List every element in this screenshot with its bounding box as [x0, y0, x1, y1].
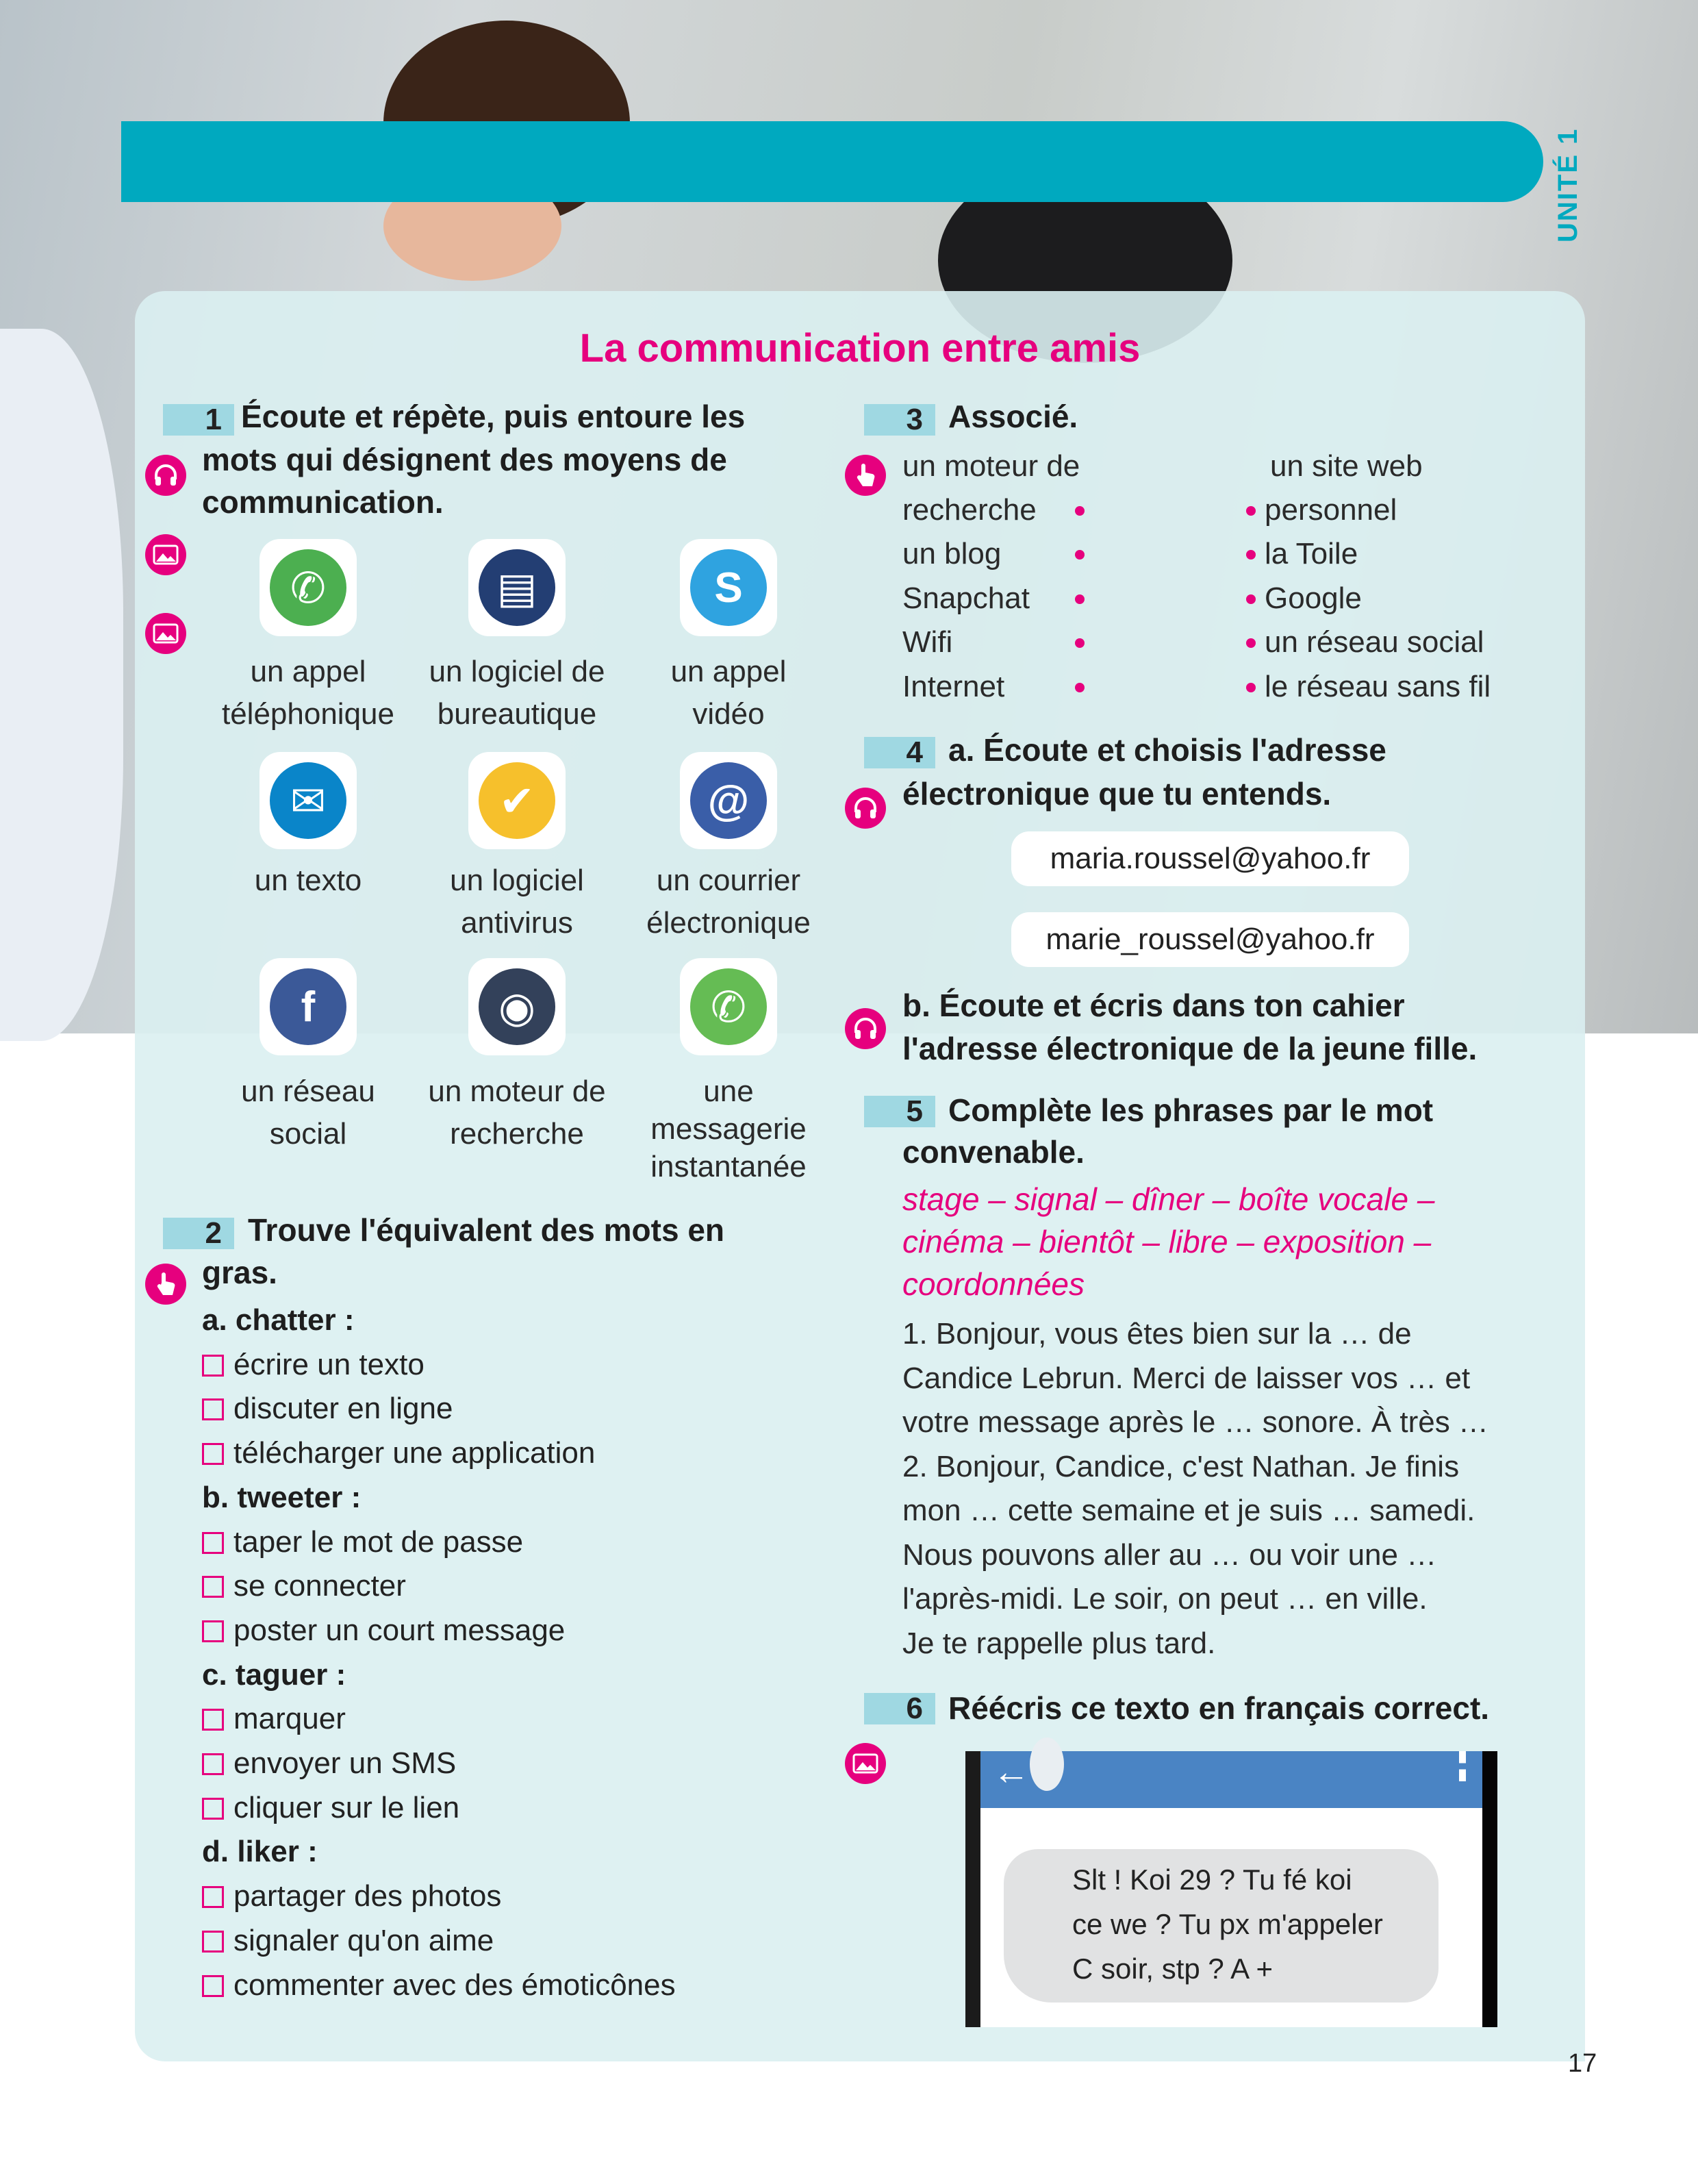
ex1-instruction-line: communication. — [202, 484, 444, 520]
match-left-item: Internet — [902, 670, 1005, 703]
question-label: b. tweeter : — [202, 1480, 362, 1514]
exercise-number: 5 — [864, 1096, 935, 1127]
ex3-instruction: Associé. — [948, 399, 1078, 434]
image-icon — [145, 534, 186, 575]
exercise-text-line: Je te rappelle plus tard. — [902, 1626, 1216, 1660]
checkbox-option[interactable] — [202, 1786, 459, 1830]
match-dot-right[interactable] — [1246, 550, 1256, 560]
app-tile[interactable] — [259, 958, 357, 1055]
option-label: se connecter — [233, 1569, 406, 1603]
app-tile[interactable] — [259, 539, 357, 636]
checkbox-option[interactable] — [202, 1874, 501, 1918]
app-tile[interactable] — [468, 539, 566, 636]
app-label: électronique — [646, 906, 811, 940]
word-bank-line: stage – signal – dîner – boîte vocale – — [902, 1181, 1435, 1217]
app-label: un courrier — [656, 864, 801, 897]
match-left-item: Snapchat — [902, 581, 1030, 615]
checkbox[interactable] — [202, 1709, 224, 1731]
app-tile[interactable] — [468, 752, 566, 849]
app-label: bureautique — [437, 697, 597, 731]
word-bank-line: coordonnées — [902, 1266, 1085, 1302]
match-dot-left[interactable] — [1075, 506, 1085, 516]
image-icon — [145, 613, 186, 654]
option-label: poster un court message — [233, 1613, 566, 1647]
app-tile[interactable] — [468, 958, 566, 1055]
sms-text-line: ce we ? Tu px m'appeler — [1072, 1908, 1383, 1940]
app-label: un appel — [670, 655, 787, 688]
checkbox-option[interactable] — [202, 1387, 453, 1431]
ex2-instruction-line: Trouve l'équivalent des mots en — [248, 1212, 725, 1248]
phone-header-bar — [980, 1751, 1482, 1808]
email-at-icon: @ — [690, 762, 767, 839]
headset-icon — [845, 788, 886, 829]
ex1-instruction-line: Écoute et répète, puis entoure les — [241, 399, 746, 434]
app-label: antivirus — [461, 906, 573, 940]
match-right-item: le réseau sans fil — [1265, 670, 1491, 703]
match-left-item: Wifi — [902, 625, 953, 659]
match-dot-left[interactable] — [1075, 683, 1085, 692]
page-title: La communication entre amis — [579, 326, 1141, 371]
skype-icon: S — [690, 549, 767, 626]
option-label: taper le mot de passe — [233, 1524, 524, 1559]
app-label: téléphonique — [221, 697, 394, 731]
match-dot-left[interactable] — [1075, 638, 1085, 648]
sms-text-line: C soir, stp ? A + — [1072, 1953, 1273, 1985]
match-dot-left[interactable] — [1075, 550, 1085, 560]
match-left-item: un blog — [902, 537, 1002, 570]
checkbox-option[interactable] — [202, 1742, 456, 1785]
checkbox[interactable] — [202, 1931, 224, 1953]
checkbox[interactable] — [202, 1576, 224, 1598]
checkbox-option[interactable] — [202, 1431, 595, 1475]
checkbox-option[interactable] — [202, 1697, 346, 1741]
email-option[interactable]: marie_roussel@yahoo.fr — [1011, 912, 1409, 967]
question-label: d. liker : — [202, 1835, 318, 1869]
checkbox-option[interactable] — [202, 1919, 494, 1963]
app-label: un texto — [254, 864, 362, 897]
match-dot-right[interactable] — [1246, 638, 1256, 648]
option-label: télécharger une application — [233, 1436, 596, 1470]
exercise-text-line: 1. Bonjour, vous êtes bien sur la … de — [902, 1317, 1412, 1351]
match-dot-right[interactable] — [1246, 506, 1256, 516]
person-left-shape — [0, 329, 123, 1041]
app-label: une — [703, 1075, 754, 1108]
exercise-number: 2 — [163, 1218, 234, 1249]
avatar — [1030, 1737, 1064, 1791]
exercise-text-line: Nous pouvons aller au … ou voir une … — [902, 1537, 1437, 1572]
checkbox[interactable] — [202, 1753, 224, 1775]
ex1-instruction-line: mots qui désignent des moyens de — [202, 442, 727, 477]
checkbox[interactable] — [202, 1443, 224, 1465]
app-tile[interactable] — [259, 752, 357, 849]
match-right-item: un site web — [1270, 449, 1423, 483]
checkbox[interactable] — [202, 1355, 224, 1377]
checkbox-option[interactable] — [202, 1609, 565, 1653]
document-icon: ▤ — [479, 549, 555, 626]
page-number: 17 — [1568, 2049, 1597, 2078]
app-label: un logiciel — [450, 864, 584, 897]
facebook-icon: f — [270, 968, 346, 1045]
option-label: commenter avec des émoticônes — [233, 1968, 676, 2002]
ex2-instruction-line: gras. — [202, 1255, 277, 1290]
sms-bubble — [1004, 1849, 1439, 2003]
phone-screen — [965, 1751, 1497, 2027]
unit-banner — [121, 121, 1543, 202]
exercise-text-line: l'après-midi. Le soir, on peut … en ville. — [902, 1582, 1428, 1616]
checkbox[interactable] — [202, 1620, 224, 1642]
app-label: social — [269, 1117, 347, 1151]
unit-label: UNITÉ 1 — [1553, 127, 1583, 243]
checkbox[interactable] — [202, 1975, 224, 1997]
exercise-number: 6 — [864, 1693, 935, 1724]
ex5-instruction-line: convenable. — [902, 1134, 1085, 1170]
question-label: a. chatter : — [202, 1303, 355, 1337]
ex4a-instruction-line: a. Écoute et choisis l'adresse — [948, 732, 1386, 768]
shield-check-icon: ✔ — [479, 762, 555, 839]
match-right-item: Google — [1265, 581, 1362, 615]
app-label: instantanée — [650, 1150, 807, 1183]
checkbox[interactable] — [202, 1886, 224, 1908]
app-label: un appel — [250, 655, 366, 688]
exercise-text-line: votre message après le … sonore. À très … — [902, 1405, 1488, 1439]
app-tile[interactable] — [680, 958, 777, 1055]
app-label: un réseau — [241, 1075, 375, 1108]
checkbox-option[interactable] — [202, 1520, 523, 1564]
exercise-text-line: Candice Lebrun. Merci de laisser vos … et — [902, 1361, 1471, 1395]
match-right-item: personnel — [1265, 493, 1397, 527]
app-label: un moteur de — [428, 1075, 606, 1108]
headset-icon — [145, 455, 186, 496]
app-label: vidéo — [692, 697, 765, 731]
checkbox[interactable] — [202, 1398, 224, 1420]
option-label: écrire un texto — [233, 1347, 424, 1381]
app-label: recherche — [450, 1117, 584, 1151]
phone-call-icon: ✆ — [270, 549, 346, 626]
option-label: marquer — [233, 1702, 346, 1736]
touch-icon — [845, 455, 886, 496]
match-right-item: un réseau social — [1265, 625, 1484, 659]
checkbox-option[interactable] — [202, 1564, 406, 1608]
match-dot-left[interactable] — [1075, 594, 1085, 604]
chrome-icon: ◉ — [479, 968, 555, 1045]
word-bank-line: cinéma – bientôt – libre – exposition – — [902, 1224, 1432, 1259]
envelope-icon: ✉ — [270, 762, 346, 839]
match-right-item: la Toile — [1265, 537, 1358, 570]
option-label: cliquer sur le lien — [233, 1790, 460, 1824]
image-icon — [845, 1743, 886, 1784]
app-tile[interactable] — [680, 752, 777, 849]
email-option[interactable]: maria.roussel@yahoo.fr — [1011, 831, 1409, 886]
checkbox[interactable] — [202, 1798, 224, 1820]
match-dot-right[interactable] — [1246, 594, 1256, 604]
back-arrow-icon[interactable]: ← — [993, 1751, 1030, 1792]
app-label: un logiciel de — [429, 655, 605, 688]
checkbox[interactable] — [202, 1532, 224, 1554]
checkbox-option[interactable] — [202, 1343, 424, 1387]
app-tile[interactable] — [680, 539, 777, 636]
ex5-instruction-line: Complète les phrases par le mot — [948, 1092, 1434, 1128]
question-label: c. taguer : — [202, 1657, 346, 1692]
ex4b-instruction-line: b. Écoute et écris dans ton cahier — [902, 988, 1405, 1023]
match-dot-right[interactable] — [1246, 683, 1256, 692]
sms-text-line: Slt ! Koi 29 ? Tu fé koi — [1072, 1863, 1352, 1896]
option-label: partager des photos — [233, 1879, 502, 1913]
ex4a-instruction-line: électronique que tu entends. — [902, 776, 1332, 812]
checkbox-option[interactable] — [202, 1963, 676, 2007]
touch-icon — [145, 1264, 186, 1305]
ex6-instruction: Réécris ce texto en français correct. — [948, 1690, 1490, 1726]
option-label: envoyer un SMS — [233, 1746, 457, 1780]
whatsapp-icon: ✆ — [690, 968, 767, 1045]
exercise-number: 3 — [864, 404, 935, 436]
more-menu-icon[interactable] — [1459, 1751, 1466, 1781]
ex4b-instruction-line: l'adresse électronique de la jeune fille. — [902, 1031, 1478, 1066]
headset-icon — [845, 1008, 886, 1049]
exercise-number: 4 — [864, 737, 935, 768]
match-left-item: recherche — [902, 493, 1037, 527]
exercise-text-line: mon … cette semaine et je suis … samedi. — [902, 1494, 1475, 1527]
exercise-text-line: 2. Bonjour, Candice, c'est Nathan. Je finis — [902, 1449, 1460, 1483]
app-label: messagerie — [650, 1112, 807, 1146]
option-label: signaler qu'on aime — [233, 1923, 494, 1957]
option-label: discuter en ligne — [233, 1392, 453, 1426]
match-left-item: un moteur de — [902, 449, 1080, 483]
exercise-number: 1 — [163, 404, 234, 436]
